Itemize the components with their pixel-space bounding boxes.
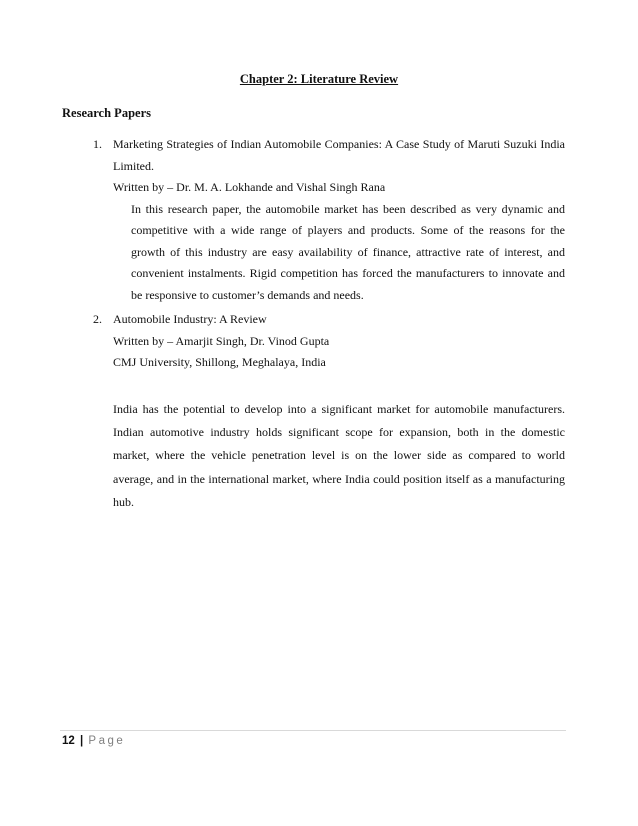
paper-affiliation: CMJ University, Shillong, Meghalaya, India: [113, 355, 326, 369]
footer-divider: [60, 730, 566, 731]
chapter-title: [0, 72, 638, 87]
chapter-title-text: Chapter 2: Literature Review: [239, 72, 399, 86]
paper-authors: Written by – Dr. M. A. Lokhande and Vishal Singh Rana: [113, 180, 386, 194]
section-heading: Research Papers: [62, 106, 151, 120]
page-footer: [62, 735, 125, 747]
list-item: [93, 309, 565, 374]
list-item-body: [113, 134, 565, 306]
page-number: 12: [62, 735, 75, 747]
list-item: [93, 134, 565, 306]
paper-summary: In this research paper, the automobile market has been described as very dynamic and competitive with a wide range of players and products. Some of the reasons for the growth of this industry are easy availability of finance, attractive rate of interest, and convenient instalments. Rigid competition has forced the manufacturers to innovate and be responsive to customer’s demands and needs.: [131, 201, 565, 302]
paper-title: Marketing Strategies of Indian Automobile Companies: A Case Study of Maruti Suzuki India Limited.: [113, 137, 565, 173]
list-item-number: 2.: [93, 312, 102, 326]
list-item-number: 1.: [93, 137, 102, 151]
paper-authors: Written by – Amarjit Singh, Dr. Vinod Gupta: [113, 333, 330, 348]
list-item-body: [113, 309, 565, 374]
page-label: Page: [88, 735, 126, 747]
paper-title: Automobile Industry: A Review: [113, 312, 267, 326]
paper-summary: India has the potential to develop into a significant market for automobile manufacturers. Indian automotive industry holds significant scope for expansion, both in the domestic market, where the vehicle penetration level is on the lower side as compared to world average, and in the international market, where India could position itself as a manufacturing hub.: [113, 402, 565, 509]
footer-separator: |: [80, 735, 84, 747]
